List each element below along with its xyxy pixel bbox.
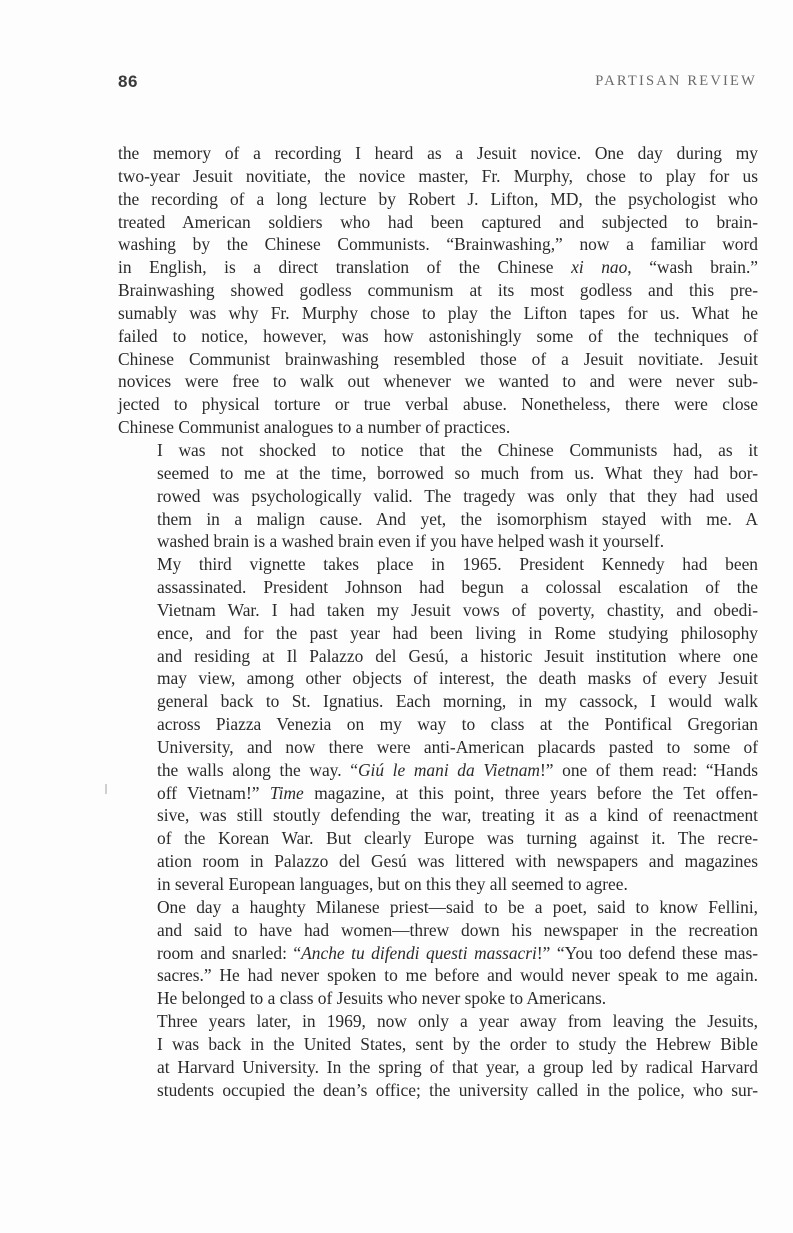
- text-line: [118, 233, 758, 256]
- text-segment: sumably was why Fr. Murphy chose to play the Lifton tapes for us. What he: [118, 302, 758, 323]
- margin-mark: [105, 784, 107, 794]
- italic-phrase: Anche tu difendi questi massacri: [301, 942, 537, 963]
- page-header: [118, 72, 757, 96]
- text-segment: My third vignette takes place in 1965. President Kennedy had been: [157, 554, 758, 575]
- text-line: [118, 736, 758, 759]
- text-line: [118, 576, 758, 599]
- text-line: [118, 439, 758, 462]
- text-line: [118, 713, 758, 736]
- text-segment: ation room in Palazzo del Gesú was littered with newspapers and magazines: [157, 851, 758, 872]
- text-segment: failed to notice, however, was how astonishingly some of the techniques of: [118, 325, 758, 346]
- text-line: [118, 370, 758, 393]
- italic-phrase: Time: [269, 782, 304, 803]
- text-line: [118, 667, 758, 690]
- text-line: [118, 325, 758, 348]
- text-segment: Chinese Communist brainwashing resembled those of a Jesuit novitiate. Jesuit: [118, 348, 758, 369]
- text-line: [118, 530, 758, 553]
- text-segment: washed brain is a washed brain even if you have helped wash it yourself.: [157, 531, 665, 552]
- text-segment: of the Korean War. But clearly Europe was turning against it. The recre-: [157, 828, 758, 849]
- text-line: [118, 827, 758, 850]
- text-segment: novices were free to walk out whenever we wanted to and were never sub-: [118, 371, 758, 392]
- text-segment: , “wash brain.”: [627, 257, 759, 278]
- text-line: [118, 964, 758, 987]
- text-line: [118, 919, 758, 942]
- text-segment: ence, and for the past year had been living in Rome studying philosophy: [157, 622, 758, 643]
- text-line: [118, 188, 758, 211]
- text-line: [118, 896, 758, 919]
- text-line: [118, 416, 758, 439]
- text-line: [118, 873, 758, 896]
- text-segment: !” one of them read: “Hands: [540, 759, 758, 780]
- text-segment: treated American soldiers who had been captured and subjected to brain-: [118, 211, 758, 232]
- paragraph: [118, 1010, 758, 1101]
- text-segment: washing by the Chinese Communists. “Brainwashing,” now a familiar word: [118, 234, 758, 255]
- text-segment: and residing at Il Palazzo del Gesú, a historic Jesuit institution where one: [157, 645, 758, 666]
- page-number: 86: [118, 72, 138, 91]
- text-line: [118, 987, 758, 1010]
- text-segment: Three years later, in 1969, now only a year away from leaving the Jesuits,: [157, 1011, 758, 1032]
- text-segment: University, and now there were anti-American placards pasted to some of: [157, 736, 758, 757]
- text-line: [118, 1079, 758, 1102]
- text-line: [118, 165, 758, 188]
- text-line: [118, 1056, 758, 1079]
- text-line: [118, 782, 758, 805]
- text-segment: I was not shocked to notice that the Chinese Communists had, as it: [157, 439, 758, 460]
- paragraph: [118, 142, 758, 439]
- text-segment: seemed to me at the time, borrowed so much from us. What they had bor-: [157, 462, 758, 483]
- text-segment: in English, is a direct translation of the Chinese: [118, 257, 572, 278]
- text-segment: magazine, at this point, three years before the Tet offen-: [303, 782, 758, 803]
- text-segment: jected to physical torture or true verbal abuse. Nonetheless, there were close: [118, 394, 758, 415]
- text-segment: sive, was still stoutly defending the war, treating it as a kind of reenactment: [157, 805, 758, 826]
- text-line: [118, 850, 758, 873]
- text-segment: the walls along the way. “: [157, 759, 358, 780]
- text-segment: and said to have had women—threw down his newspaper in the recreation: [157, 919, 758, 940]
- text-line: [118, 599, 758, 622]
- text-segment: Vietnam War. I had taken my Jesuit vows of poverty, chastity, and obedi-: [157, 599, 758, 620]
- text-segment: two-year Jesuit novitiate, the novice master, Fr. Murphy, chose to play for us: [118, 165, 758, 186]
- text-line: [118, 553, 758, 576]
- text-line: [118, 485, 758, 508]
- text-line: [118, 645, 758, 668]
- text-line: [118, 393, 758, 416]
- text-segment: I was back in the United States, sent by the order to study the Hebrew Bible: [157, 1033, 758, 1054]
- article-body: [118, 142, 758, 1101]
- text-line: [118, 804, 758, 827]
- text-segment: students occupied the dean’s office; the university called in the police, who sur-: [157, 1079, 758, 1100]
- text-segment: the memory of a recording I heard as a Jesuit novice. One day during my: [118, 143, 758, 163]
- text-line: [118, 462, 758, 485]
- running-head: PARTISAN REVIEW: [595, 73, 757, 89]
- text-segment: room and snarled: “: [157, 942, 302, 963]
- text-segment: !” “You too defend these mas-: [536, 942, 758, 963]
- text-segment: assassinated. President Johnson had begun a colossal escalation of the: [157, 577, 758, 598]
- text-line: [118, 1033, 758, 1056]
- text-segment: Brainwashing showed godless communism at its most godless and this pre-: [118, 280, 758, 301]
- paragraph: [118, 553, 758, 896]
- text-line: [118, 690, 758, 713]
- text-segment: general back to St. Ignatius. Each morning, in my cassock, I would walk: [157, 691, 758, 712]
- text-segment: at Harvard University. In the spring of that year, a group led by radical Harvard: [157, 1056, 758, 1077]
- text-segment: One day a haughty Milanese priest—said to be a poet, said to know Fellini,: [157, 896, 758, 917]
- text-line: [118, 348, 758, 371]
- italic-phrase: xi nao: [571, 257, 628, 278]
- text-line: [118, 759, 758, 782]
- text-line: [118, 142, 758, 165]
- text-line: [118, 256, 758, 279]
- text-line: [118, 508, 758, 531]
- paragraph: [118, 439, 758, 553]
- paragraph: [118, 896, 758, 1010]
- text-line: [118, 1010, 758, 1033]
- text-segment: Chinese Communist analogues to a number of practices.: [118, 417, 511, 438]
- text-line: [118, 279, 758, 302]
- text-line: [118, 302, 758, 325]
- text-segment: He belonged to a class of Jesuits who never spoke to Americans.: [157, 988, 607, 1009]
- text-segment: in several European languages, but on this they all seemed to agree.: [157, 874, 628, 894]
- text-line: [118, 622, 758, 645]
- text-segment: off Vietnam!”: [157, 782, 270, 803]
- text-segment: the recording of a long lecture by Robert J. Lifton, MD, the psychologist who: [118, 188, 758, 209]
- text-segment: may view, among other objects of interest, the death masks of every Jesuit: [157, 668, 758, 689]
- text-segment: across Piazza Venezia on my way to class at the Pontifical Gregorian: [157, 714, 758, 735]
- text-segment: rowed was psychologically valid. The tragedy was only that they had used: [157, 485, 758, 506]
- text-segment: sacres.” He had never spoken to me before and would never speak to me again.: [157, 965, 758, 986]
- text-line: [118, 211, 758, 234]
- italic-phrase: Giú le mani da Vietnam: [357, 759, 540, 780]
- text-segment: them in a malign cause. And yet, the isomorphism stayed with me. A: [157, 508, 758, 529]
- text-line: [118, 942, 758, 965]
